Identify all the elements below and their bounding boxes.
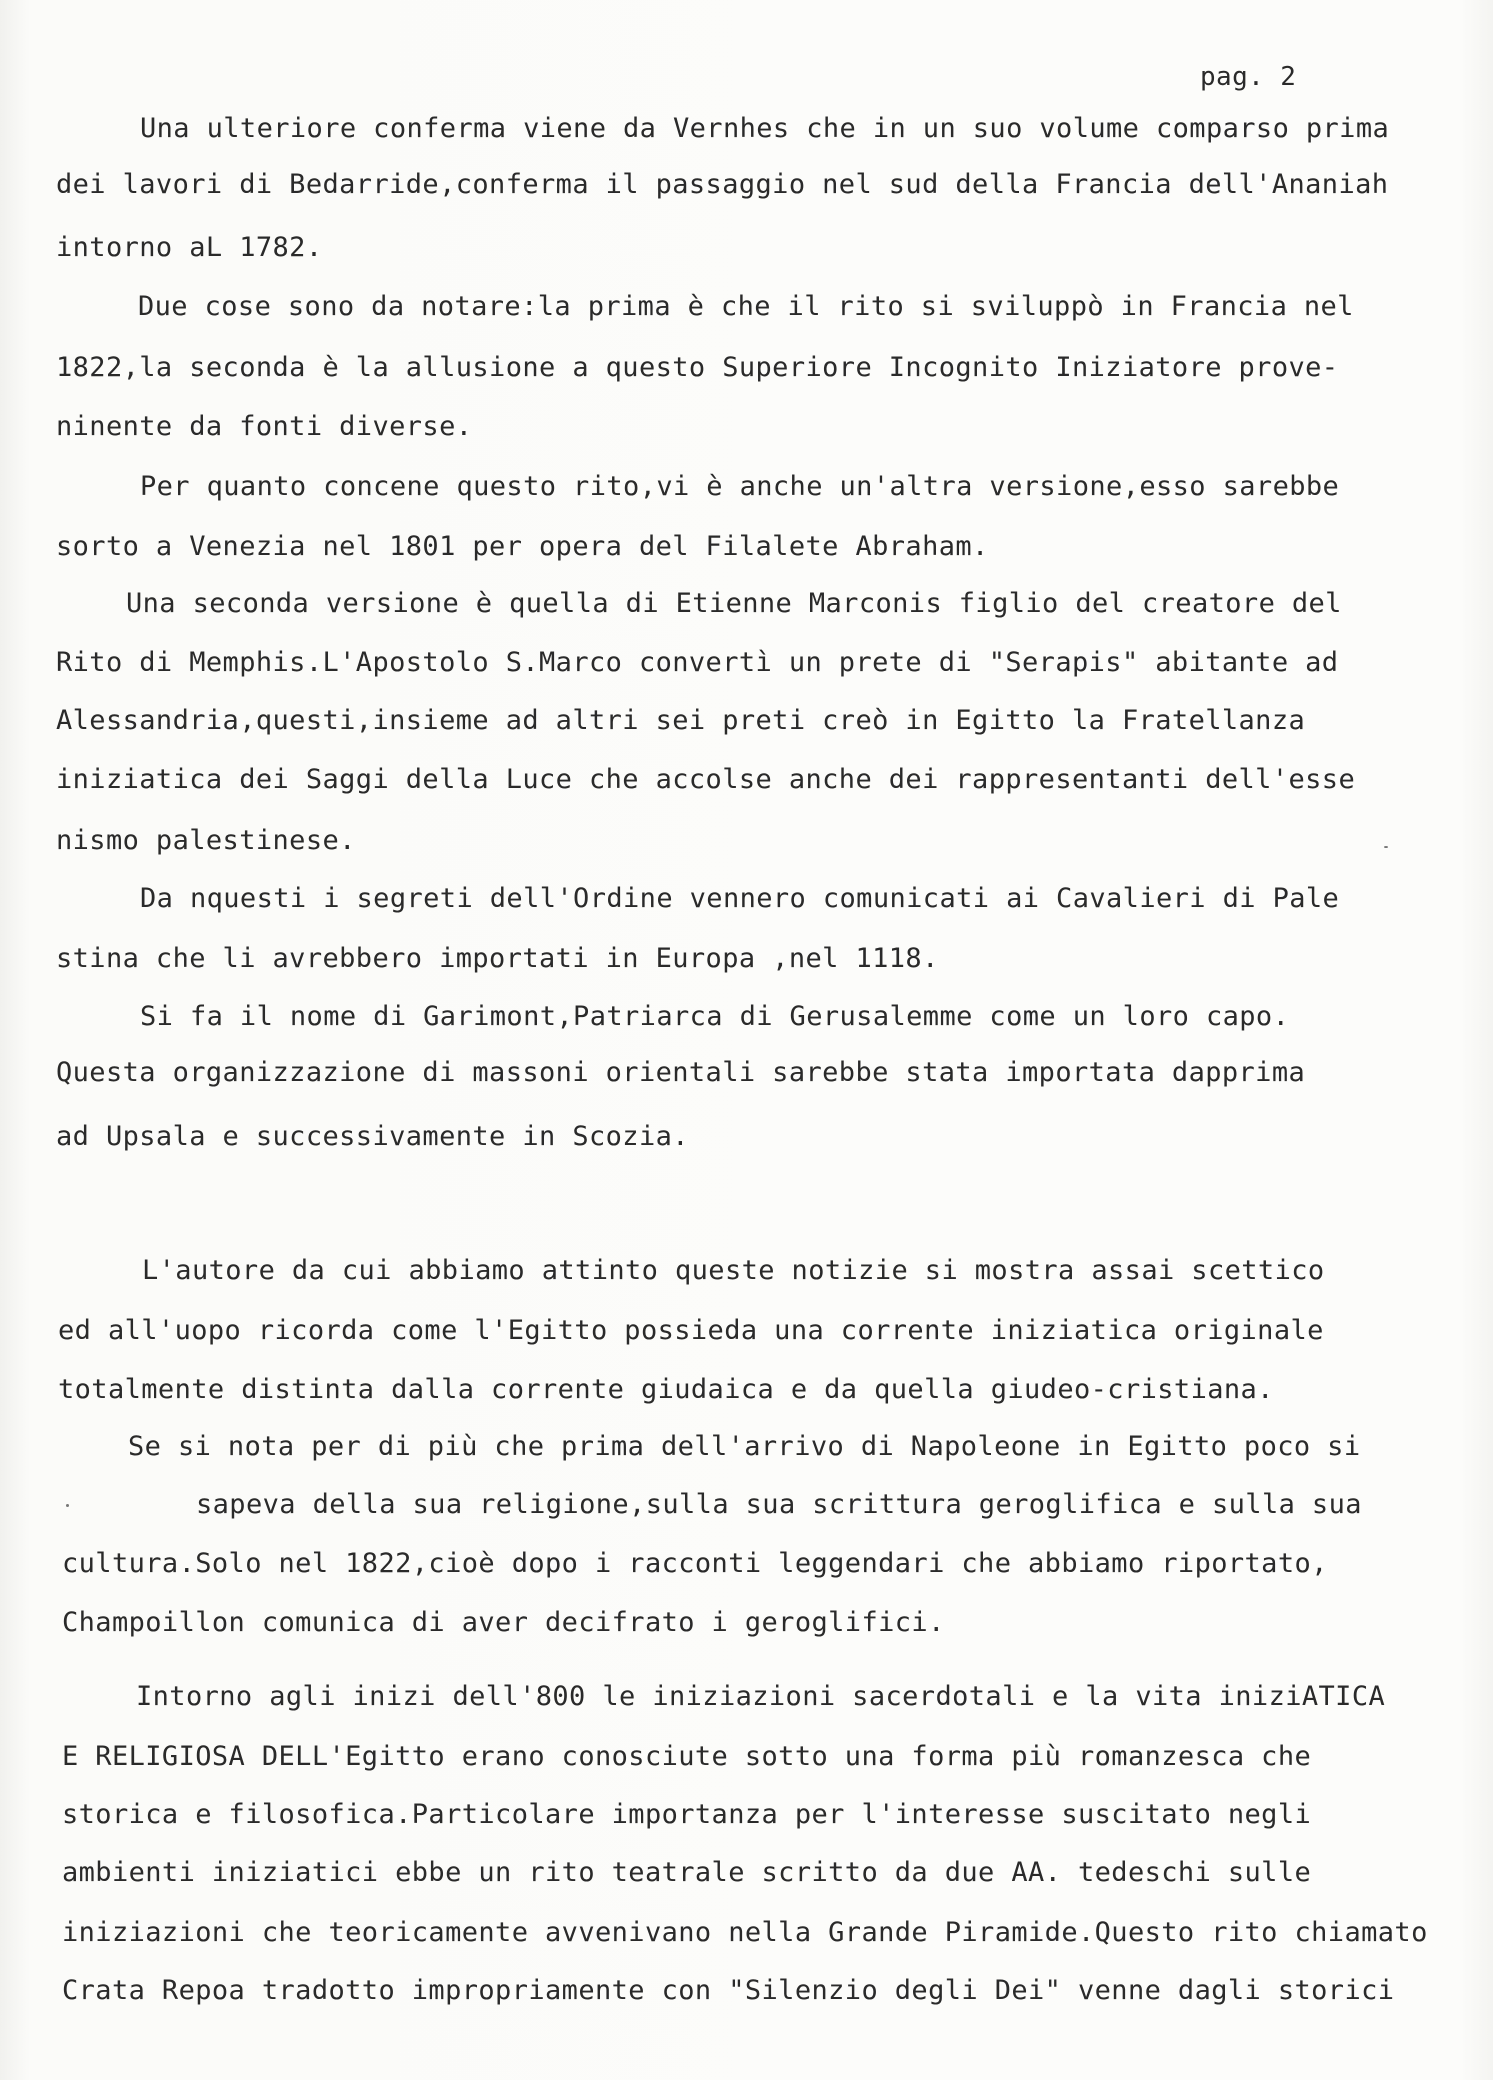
text-line: Champoillon comunica di aver decifrato i geroglifici. bbox=[62, 1607, 945, 1638]
text-line: dei lavori di Bedarride,conferma il passaggio nel sud della Francia dell'Ananiah bbox=[56, 169, 1389, 200]
text-line: Alessandria,questi,insieme ad altri sei preti creò in Egitto la Fratellanza bbox=[56, 705, 1306, 736]
text-line: iniziazioni che teoricamente avvenivano nella Grande Piramide.Questo rito chiamato bbox=[62, 1917, 1428, 1948]
text-line: intorno aL 1782. bbox=[56, 232, 323, 263]
text-line: iniziatica dei Saggi della Luce che accolse anche dei rappresentanti dell'esse bbox=[56, 764, 1356, 795]
text-line: Intorno agli inizi dell'800 le iniziazioni sacerdotali e la vita iniziATICA bbox=[136, 1681, 1386, 1712]
text-line: Da nquesti i segreti dell'Ordine vennero comunicati ai Cavalieri di Pale bbox=[140, 883, 1340, 914]
text-line: Una ulteriore conferma viene da Vernhes che in un suo volume comparso prima bbox=[140, 113, 1390, 144]
text-line: Si fa il nome di Garimont,Patriarca di Gerusalemme come un loro capo. bbox=[140, 1001, 1290, 1032]
text-line: E RELIGIOSA DELL'Egitto erano conosciute sotto una forma più romanzesca che bbox=[62, 1741, 1312, 1772]
text-line: sapeva della sua religione,sulla sua scrittura geroglifica e sulla sua bbox=[196, 1489, 1362, 1520]
text-line: ad Upsala e successivamente in Scozia. bbox=[56, 1121, 689, 1152]
text-line: ambienti iniziatici ebbe un rito teatrale scritto da due AA. tedeschi sulle bbox=[62, 1857, 1312, 1888]
text-line: Questa organizzazione di massoni orientali sarebbe stata importata dapprima bbox=[56, 1057, 1306, 1088]
ink-speck bbox=[66, 1504, 69, 1507]
text-line: Crata Repoa tradotto impropriamente con "Silenzio degli Dei" venne dagli storici bbox=[62, 1975, 1395, 2006]
text-line: Se si nota per di più che prima dell'arrivo di Napoleone in Egitto poco si bbox=[128, 1431, 1361, 1462]
text-line: Per quanto concene questo rito,vi è anche un'altra versione,esso sarebbe bbox=[140, 471, 1340, 502]
text-line: Due cose sono da notare:la prima è che il rito si sviluppò in Francia nel bbox=[138, 291, 1354, 322]
text-line: cultura.Solo nel 1822,cioè dopo i racconti leggendari che abbiamo riportato, bbox=[62, 1548, 1328, 1579]
text-line: L'autore da cui abbiamo attinto queste notizie si mostra assai scettico bbox=[142, 1255, 1325, 1286]
text-line: totalmente distinta dalla corrente giudaica e da quella giudeo-cristiana. bbox=[58, 1374, 1274, 1405]
text-line: sorto a Venezia nel 1801 per opera del Filalete Abraham. bbox=[56, 531, 989, 562]
text-line: ed all'uopo ricorda come l'Egitto possieda una corrente iniziatica originale bbox=[58, 1315, 1324, 1346]
text-line: Rito di Memphis.L'Apostolo S.Marco convertì un prete di "Serapis" abitante ad bbox=[56, 647, 1339, 678]
text-line: stina che li avrebbero importati in Europa ,nel 1118. bbox=[56, 943, 939, 974]
text-line: ninente da fonti diverse. bbox=[56, 411, 473, 442]
text-line: storica e filosofica.Particolare importanza per l'interesse suscitato negli bbox=[62, 1799, 1312, 1830]
page-number: pag. 2 bbox=[1200, 62, 1297, 92]
text-line: Una seconda versione è quella di Etienne Marconis figlio del creatore del bbox=[126, 588, 1342, 619]
text-line: nismo palestinese. bbox=[56, 825, 356, 856]
ink-speck bbox=[1384, 846, 1388, 848]
text-line: 1822,la seconda è la allusione a questo Superiore Incognito Iniziatore prove- bbox=[56, 352, 1339, 383]
